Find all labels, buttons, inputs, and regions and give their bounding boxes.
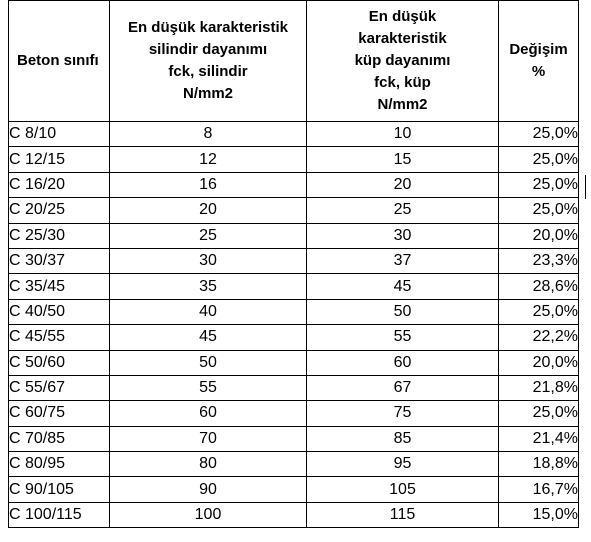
table-row — [9, 299, 579, 324]
header-change-line-1: Değişim — [509, 41, 568, 58]
header-cylinder-strength — [110, 1, 307, 122]
change-percent-cell: 20,0% — [499, 350, 579, 375]
table-row — [9, 502, 579, 527]
concrete-class-cell: C 100/115 — [9, 502, 110, 527]
cylinder-strength-cell: 90 — [110, 477, 307, 502]
cube-strength-cell: 25 — [307, 198, 499, 223]
change-percent-cell: 21,8% — [499, 375, 579, 400]
change-percent-cell: 25,0% — [499, 147, 579, 172]
cube-strength-cell: 55 — [307, 325, 499, 350]
table-row — [9, 477, 579, 502]
table-row — [9, 274, 579, 299]
header-cube-line-4: fck, küp — [374, 74, 431, 91]
table-row — [9, 375, 579, 400]
table-row — [9, 122, 579, 147]
table-row — [9, 172, 579, 197]
change-percent-cell: 15,0% — [499, 502, 579, 527]
header-cylinder-line-1: En düşük karakteristik — [127, 19, 289, 36]
cylinder-strength-cell: 35 — [110, 274, 307, 299]
table-body — [9, 122, 579, 528]
change-percent-cell: 23,3% — [499, 248, 579, 273]
cylinder-strength-cell: 45 — [110, 325, 307, 350]
cylinder-strength-cell: 50 — [110, 350, 307, 375]
cylinder-strength-cell: 12 — [110, 147, 307, 172]
change-percent-cell: 25,0% — [499, 299, 579, 324]
header-cube-strength — [307, 1, 499, 122]
concrete-class-cell: C 16/20 — [9, 172, 110, 197]
header-cube-line-1: En düşük — [368, 8, 437, 25]
cube-strength-cell: 85 — [307, 426, 499, 451]
cylinder-strength-cell: 70 — [110, 426, 307, 451]
cylinder-strength-cell: 40 — [110, 299, 307, 324]
concrete-class-cell: C 80/95 — [9, 452, 110, 477]
cube-strength-cell: 45 — [307, 274, 499, 299]
concrete-class-cell: C 35/45 — [9, 274, 110, 299]
table-row — [9, 452, 579, 477]
cube-strength-cell: 20 — [307, 172, 499, 197]
concrete-class-cell: C 30/37 — [9, 248, 110, 273]
cylinder-strength-cell: 55 — [110, 375, 307, 400]
concrete-class-table — [8, 0, 579, 528]
header-change-line-2: % — [531, 63, 546, 80]
cube-strength-cell: 105 — [307, 477, 499, 502]
change-percent-cell: 25,0% — [499, 122, 579, 147]
cylinder-strength-cell: 30 — [110, 248, 307, 273]
cube-strength-cell: 67 — [307, 375, 499, 400]
cube-strength-cell: 10 — [307, 122, 499, 147]
concrete-class-cell: C 45/55 — [9, 325, 110, 350]
header-concrete-class-label: Beton sınıfı — [17, 52, 99, 69]
concrete-class-cell: C 25/30 — [9, 223, 110, 248]
concrete-class-cell: C 40/50 — [9, 299, 110, 324]
change-percent-cell: 18,8% — [499, 452, 579, 477]
concrete-class-cell: C 60/75 — [9, 401, 110, 426]
header-concrete-class — [9, 1, 110, 122]
change-percent-cell: 21,4% — [499, 426, 579, 451]
change-percent-cell: 25,0% — [499, 172, 579, 197]
cube-strength-cell: 15 — [307, 147, 499, 172]
cylinder-strength-cell: 80 — [110, 452, 307, 477]
cube-strength-cell: 37 — [307, 248, 499, 273]
table-row — [9, 325, 579, 350]
cube-strength-cell: 30 — [307, 223, 499, 248]
concrete-class-cell: C 8/10 — [9, 122, 110, 147]
cylinder-strength-cell: 25 — [110, 223, 307, 248]
cube-strength-cell: 95 — [307, 452, 499, 477]
cylinder-strength-cell: 20 — [110, 198, 307, 223]
concrete-class-cell: C 90/105 — [9, 477, 110, 502]
cylinder-strength-cell: 8 — [110, 122, 307, 147]
cylinder-strength-cell: 16 — [110, 172, 307, 197]
table-row — [9, 223, 579, 248]
concrete-class-cell: C 55/67 — [9, 375, 110, 400]
change-percent-cell: 16,7% — [499, 477, 579, 502]
change-percent-cell: 28,6% — [499, 274, 579, 299]
table-header-row — [9, 1, 579, 122]
text-cursor-mark — [585, 175, 586, 199]
table-row — [9, 426, 579, 451]
concrete-class-cell: C 70/85 — [9, 426, 110, 451]
cube-strength-cell: 115 — [307, 502, 499, 527]
table-row — [9, 198, 579, 223]
concrete-class-cell: C 50/60 — [9, 350, 110, 375]
cylinder-strength-cell: 60 — [110, 401, 307, 426]
header-change — [499, 1, 579, 122]
header-cube-line-2: karakteristik — [358, 30, 447, 47]
table-row — [9, 401, 579, 426]
table-row — [9, 350, 579, 375]
cylinder-strength-cell: 100 — [110, 502, 307, 527]
cube-strength-cell: 60 — [307, 350, 499, 375]
cube-strength-cell: 50 — [307, 299, 499, 324]
change-percent-cell: 22,2% — [499, 325, 579, 350]
table-row — [9, 248, 579, 273]
header-cube-line-3: küp dayanımı — [354, 52, 451, 69]
concrete-class-cell: C 20/25 — [9, 198, 110, 223]
header-cylinder-line-4: N/mm2 — [182, 85, 234, 102]
cube-strength-cell: 75 — [307, 401, 499, 426]
change-percent-cell: 25,0% — [499, 401, 579, 426]
change-percent-cell: 25,0% — [499, 198, 579, 223]
header-cylinder-line-3: fck, silindir — [168, 63, 248, 80]
concrete-class-cell: C 12/15 — [9, 147, 110, 172]
change-percent-cell: 20,0% — [499, 223, 579, 248]
table-row — [9, 147, 579, 172]
header-cylinder-line-2: silindir dayanımı — [148, 41, 268, 58]
header-cube-line-5: N/mm2 — [377, 96, 428, 113]
